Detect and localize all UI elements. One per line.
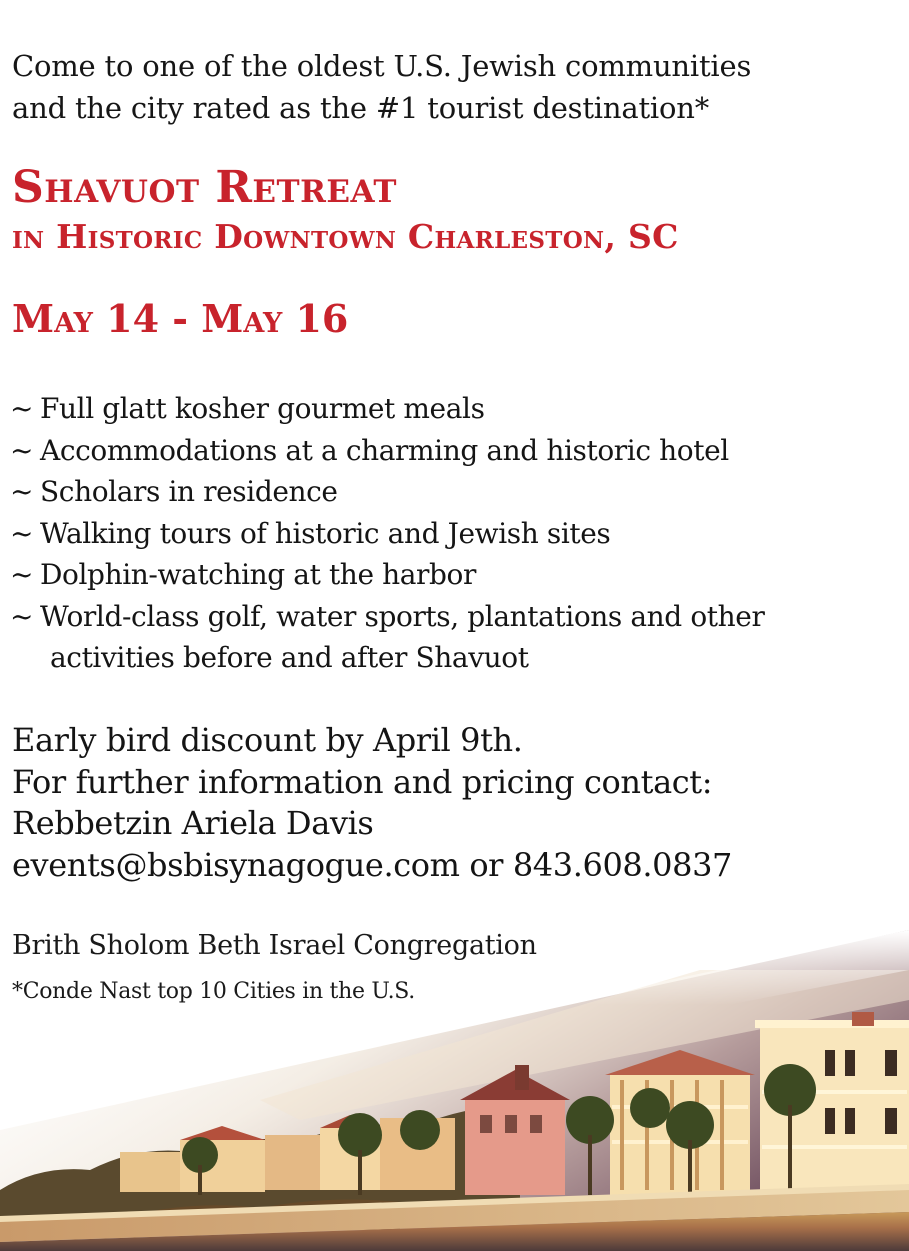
- feature-text: Dolphin-watching at the harbor: [40, 558, 476, 591]
- feature-item: [10, 596, 764, 679]
- bullet-marker: ~: [10, 599, 34, 633]
- feature-item: [10, 388, 764, 430]
- organization-name: Brith Sholom Beth Israel Congregation: [12, 930, 537, 961]
- feature-text: World-class golf, water sports, plantations and other: [40, 599, 765, 633]
- footnote: *Conde Nast top 10 Cities in the U.S.: [12, 979, 415, 1004]
- bullet-marker: ~: [10, 516, 34, 550]
- contact-email-phone: events@bsbisynagogue.com or 843.608.0837: [12, 845, 732, 884]
- feature-item: [10, 513, 764, 555]
- info-text: For further information and pricing contact:: [12, 762, 713, 801]
- bullet-marker: ~: [10, 392, 34, 425]
- bullet-marker: ~: [10, 475, 34, 508]
- feature-text: Walking tours of historic and Jewish sites: [40, 516, 611, 550]
- event-dates: May 14 - May 16: [12, 296, 349, 341]
- feature-continuation: activities before and after Shavuot: [50, 641, 529, 674]
- feature-item: [10, 430, 764, 472]
- intro-line-2: and the city rated as the #1 tourist destination*: [12, 91, 710, 125]
- event-title: Shavuot Retreat: [12, 162, 397, 213]
- contact-block: [12, 720, 732, 886]
- feature-item: [10, 554, 764, 596]
- feature-text: Full glatt kosher gourmet meals: [40, 392, 485, 425]
- feature-text: Accommodations at a charming and historic hotel: [40, 433, 729, 467]
- feature-item: [10, 471, 764, 513]
- feature-text: Scholars in residence: [40, 475, 338, 508]
- early-bird-text: Early bird discount by April 9th.: [12, 721, 523, 759]
- intro-text: [12, 45, 751, 129]
- feature-list: [10, 388, 764, 679]
- contact-name: Rebbetzin Ariela Davis: [12, 804, 374, 842]
- bullet-marker: ~: [10, 558, 34, 591]
- event-subtitle: in Historic Downtown Charleston, SC: [12, 217, 679, 256]
- intro-line-1: Come to one of the oldest U.S. Jewish communities: [12, 49, 752, 83]
- bullet-marker: ~: [10, 433, 34, 467]
